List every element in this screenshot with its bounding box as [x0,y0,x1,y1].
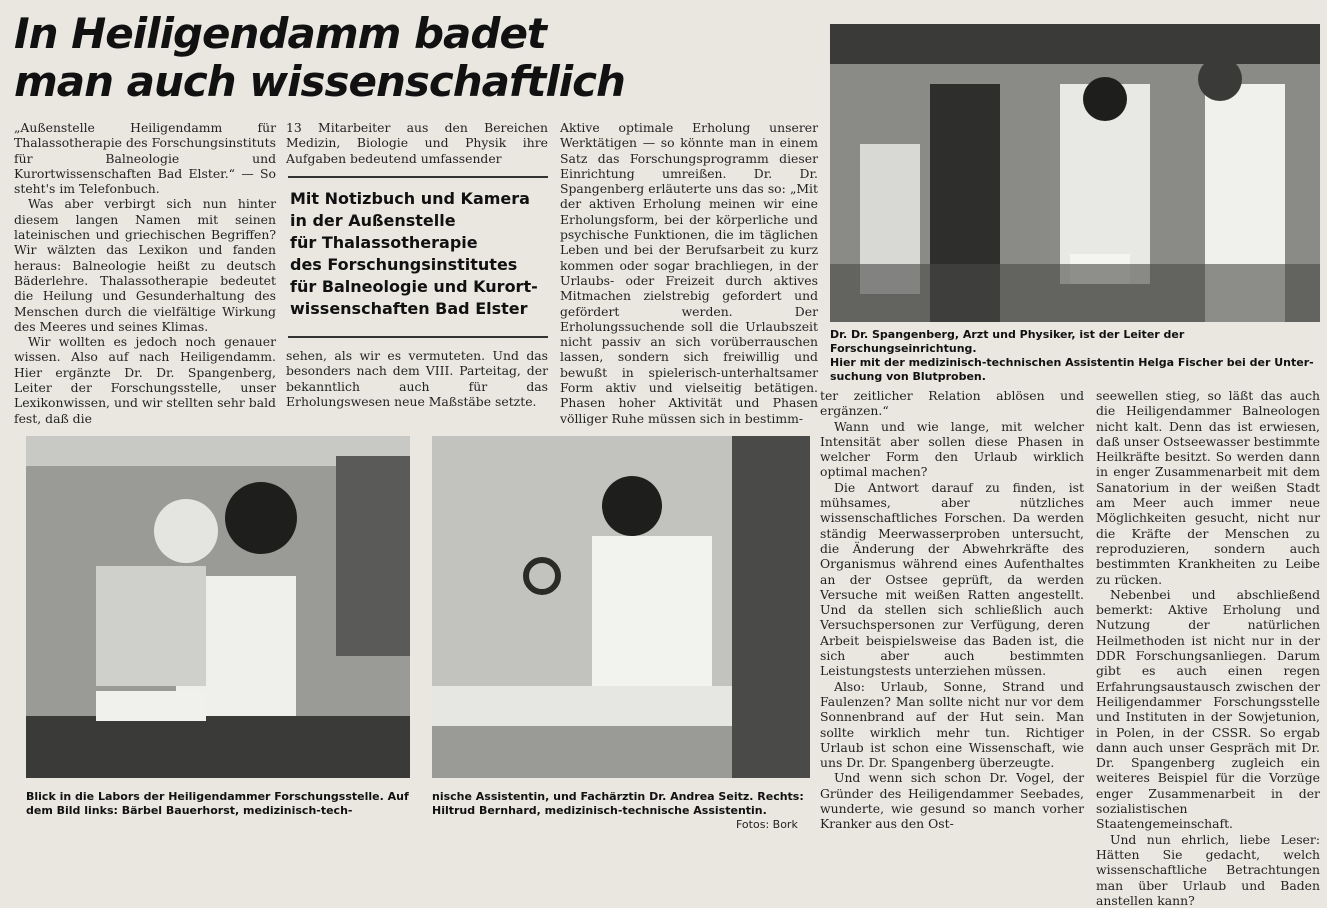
subheadline-top-rule [288,176,548,178]
subheadline-line: Mit Notizbuch und Kamera [290,189,530,208]
paragraph: Und nun ehrlich, liebe Leser: Hätten Sie gedacht, welch wissenschaftliche Betrachtungen man über Urlaub und Baden anstellen kann? [1096,831,1320,908]
photo-lab-right [432,436,810,778]
paragraph: Und wenn sich schon Dr. Vogel, der Gründer des Heiligendammer Seebades, wunderte, wie gesund so manch vorher Kranker aus den Ost- [820,770,1084,832]
paragraph: Was aber verbirgt sich nun hinter diesem langen Namen mit seinen lateinischen und griechischen Begriffen? Wir wälzten das Lexikon und fanden heraus: Balneologie heißt zu deutsch Bäderlehre. Thalassotherapie bedeutet die Heilung und Gesunderhaltung des Menschen durch die vielfältige Wirkung des Meeres und seines Klimas. [14,196,276,334]
paragraph: 13 Mitarbeiter aus den Bereichen Medizin, Biologie und Physik ihre Aufgaben bedeutend umfassender [286,120,548,166]
article-column-2-top [286,120,548,166]
paragraph: Wir wollten es jedoch noch genauer wissen. Also auf nach Heiligendamm. Hier ergänzte Dr. Dr. Spangenberg, Leiter der Forschungsstelle, unser Lexikonwissen, und wir stellten sehr bald fest, daß die [14,334,276,426]
paragraph: Wann und wie lange, mit welcher Intensität aber sollen diese Phasen in welcher Form den Urlaub wirklich optimal machen? [820,418,1084,480]
caption-line: suchung von Blutproben. [830,370,986,383]
subheadline-line: für Balneologie und Kurort- [290,277,538,296]
article-column-2-bottom [286,348,548,409]
article-column-3 [560,120,818,426]
caption-bottom-middle: nische Assistentin, und Fachärztin Dr. Andrea Seitz. Rechts: Hiltrud Bernhard, medizinisch-technische Assistentin. [432,790,804,817]
paragraph: seewellen stieg, so läßt das auch die Heiligendammer Balneologen nicht kalt. Denn das ist erwiesen, daß unser Ostseewasser bestimmte Heilkräfte besitzt. So werden dann in enger Zusammenarbeit mit dem Sanatorium in der weißen Stadt am Meer auch immer neue Möglichkeiten gesucht, nicht nur die Kräfte der Menschen zu reproduzieren, sondern auch bestimmten Krankheiten zu Leibe zu rücken. [1096,388,1320,587]
photo-lab-spangenberg [830,24,1320,322]
paragraph: „Außenstelle Heiligendamm für Thalassotherapie des Forschungsinstituts für Balneologie und Kurortwissenschaften Bad Elster.“ — So steht's im Telefonbuch. [14,120,276,197]
paragraph: Aktive optimale Erholung unserer Werktätigen — so könnte man in einem Satz das Forschungsprogramm dieser Einrichtung umreißen. Dr. Dr. Spangenberg erläuterte uns das so: „Mit der aktiven Erholung meinen wir eine Erholungsform, bei der körperliche und psychische Funktionen, die im täglichen Leben und bei der Berufsarbeit zu kurz kommen oder sogar brachliegen, in der Urlaubs- oder Freizeit durch aktives Mitmachen zielstrebig gefordert und gefördert werden. Der Erholungssuchende soll die Urlaubszeit nicht passiv an sich vorüberrauschen lassen, sondern sich freiwillig und bewußt in spielerisch-unterhaltsamer Form aktiv und vielseitig betätigen. Phasen hoher Aktivität und Phasen völliger Ruhe müssen sich in bestimm- [560,120,818,426]
subheadline-line: wissenschaften Bad Elster [290,299,528,318]
paragraph: ter zeitlicher Relation ablösen und ergänzen.“ [820,388,1084,419]
photo-illustration [432,436,810,778]
photo-credit: Fotos: Bork [736,818,798,831]
paragraph: Die Antwort darauf zu finden, ist mühsames, aber nützliches wissenschaftliches Forschen. Da werden ständig Meerwasserproben untersucht, die Änderung der Abwehrkräfte des Organismus während eines Aufenthaltes an der Ostsee geprüft, da werden Versuche mit weißen Ratten angestellt. Und da stellen sich schließlich auch Versuchspersonen zur Verfügung, deren Arbeit beispielsweise das Baden ist, die sich aber auch bestimmten Leistungstests unterziehen müssen. [820,479,1084,679]
paragraph: Nebenbei und abschließend bemerkt: Aktive Erholung und Nutzung der natürlichen Heilmethoden ist nicht nur in der DDR Forschungsanliegen. Darum gibt es auch einen regen Erfahrungsaustausch zwischen der Heiligendammer Forschungsstelle und Instituten in der Sowjetunion, in Polen, in der CSSR. So ergab dann auch unser Gespräch mit Dr. Dr. Spangenberg zugleich ein weiteres Beispiel für die Vorzüge enger Zusammenarbeit in der sozialistischen Staatengemeinschaft. [1096,586,1320,832]
photo-illustration [26,436,410,778]
article-column-1 [14,120,276,426]
caption-line: Dr. Dr. Spangenberg, Arzt und Physiker, ist der Leiter der Forschungseinrichtung. [830,328,1185,355]
caption-bottom-left: Blick in die Labors der Heiligendammer Forschungsstelle. Auf dem Bild links: Bärbel Bauerhorst, medizinisch-tech- [26,790,409,817]
paragraph: Also: Urlaub, Sonne, Strand und Faulenzen? Man sollte nicht nur vor dem Sonnenbrand auf der Hut sein. Man sollte wirklich mehr tun. Richtiger Urlaub ist schon eine Wissenschaft, wie uns Dr. Dr. Spangenberg überzeugte. [820,678,1084,771]
subheadline-bottom-rule [288,336,548,338]
subheadline-line: des Forschungsinstitutes [290,255,518,274]
subheadline-line: für Thalassotherapie [290,233,478,252]
photo-lab-left [26,436,410,778]
headline-line-2: man auch wissenschaftlich [14,57,625,106]
article-column-4 [820,388,1084,832]
caption-line: Hier mit der medizinisch-technischen Assistentin Helga Fischer bei der Unter- [830,356,1314,369]
article-column-5 [1096,388,1320,908]
headline-line-1: In Heiligendamm badet [14,9,547,58]
subheadline [290,188,548,320]
headline [14,10,694,106]
caption-top-right [830,328,1322,384]
subheadline-line: in der Außenstelle [290,211,456,230]
paragraph: sehen, als wir es vermuteten. Und das besonders nach dem VIII. Parteitag, der bekanntlich auch für das Erholungswesen neue Maßstäbe setzte. [286,348,548,409]
photo-illustration [830,24,1320,322]
